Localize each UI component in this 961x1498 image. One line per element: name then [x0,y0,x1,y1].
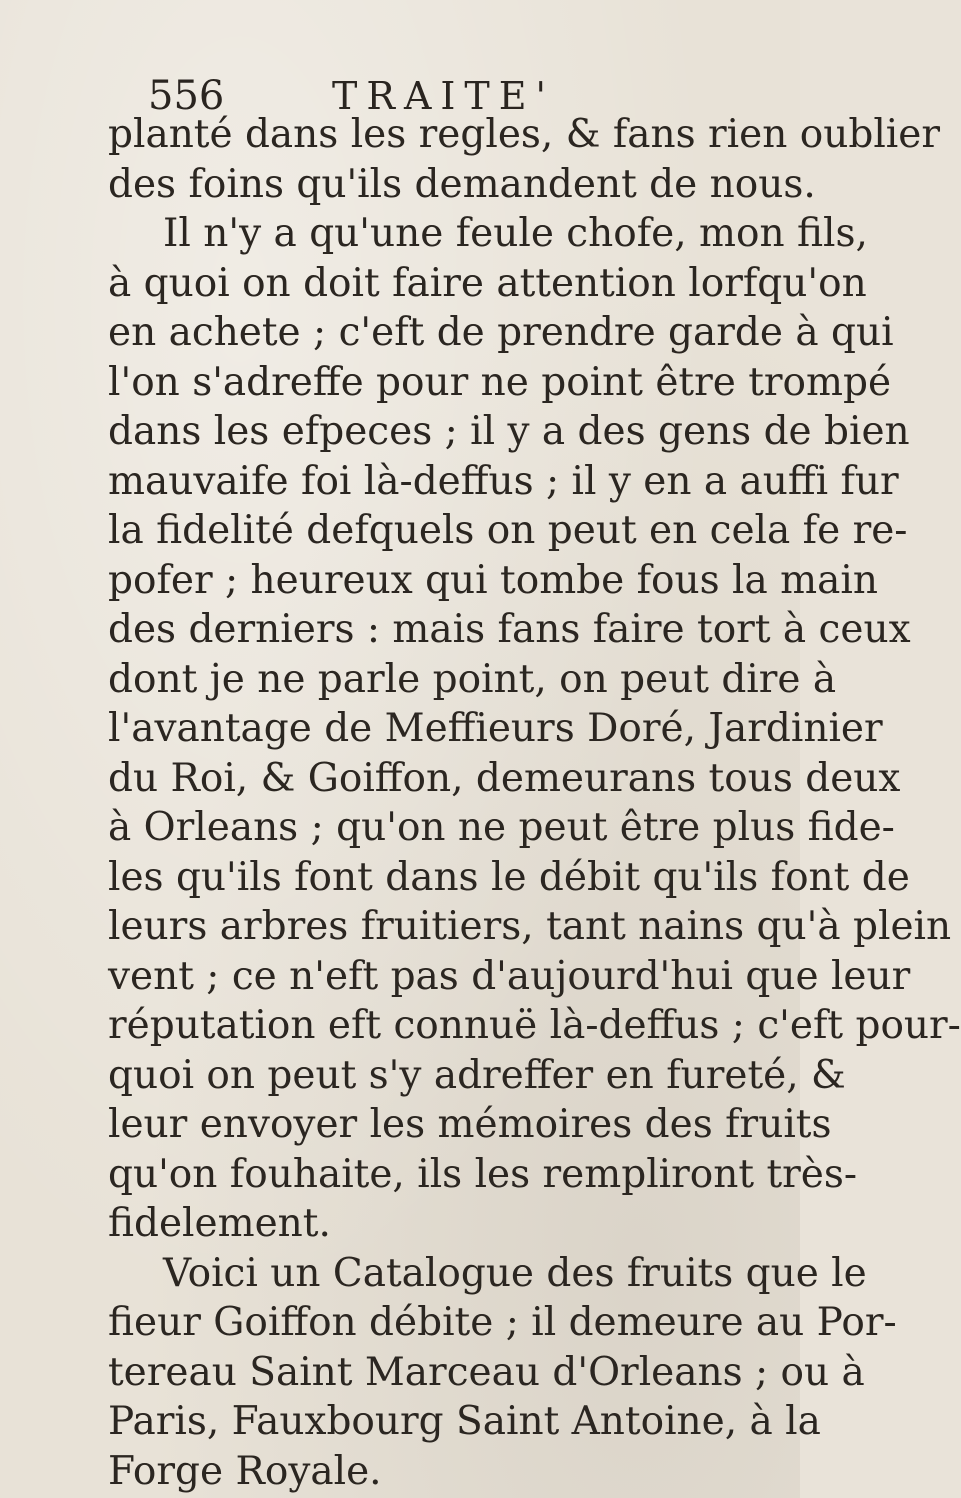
text-line: planté dans les regles, & fans rien oublier [108,112,940,157]
page-number: 556 [148,73,225,119]
running-head: TRAITE' [332,74,555,118]
paragraph-start-line: Il n'y a qu'une feule chofe, mon fils, [163,211,868,256]
text-line: Forge Royale. [108,1448,382,1494]
text-line: à quoi on doit faire attention lorfqu'on [108,260,867,306]
body-text [108,110,961,1496]
text-line: quoi on peut s'y adreffer en fureté, & [108,1052,846,1098]
text-line: dont je ne parle point, on peut dire à [108,656,837,702]
text-line: réputation eft connuë là-deffus ; c'eft pour- [108,1003,961,1048]
text-line: dans les efpeces ; il y a des gens de bien [108,409,910,454]
text-line: l'on s'adreffe pour ne point être trompé [108,359,892,405]
text-line: des foins qu'ils demandent de nous. [108,161,816,207]
text-line: vent ; ce n'eft pas d'aujourd'hui que leur [108,953,911,999]
text-line: qu'on fouhaite, ils les rempliront très- [108,1151,858,1197]
text-line: leurs arbres fruitiers, tant nains qu'à plein [108,904,952,949]
text-line: mauvaife foi là-deffus ; il y en a auffi fur [108,458,899,504]
text-line: l'avantage de Meffieurs Doré, Jardinier [108,706,883,751]
text-line: la fidelité defquels on peut en cela fe re- [108,508,908,553]
paragraph-start-line: Voici un Catalogue des fruits que le [163,1250,867,1296]
text-line: en achete ; c'eft de prendre garde à qui [108,310,894,355]
text-line: du Roi, & Goiffon, demeurans tous deux [108,755,901,801]
text-line: à Orleans ; qu'on ne peut être plus fide- [108,805,895,850]
text-line: fidelement. [108,1201,331,1246]
text-line: les qu'ils font dans le débit qu'ils font de [108,854,910,900]
text-line: pofer ; heureux qui tombe fous la main [108,557,879,603]
text-line: leur envoyer les mémoires des fruits [108,1102,832,1147]
text-line: Paris, Fauxbourg Saint Antoine, à la [108,1399,821,1444]
text-line: tereau Saint Marceau d'Orleans ; ou à [108,1349,865,1395]
text-line: des derniers : mais fans faire tort à ceux [108,607,911,652]
text-line: fieur Goiffon débite ; il demeure au Por- [108,1300,897,1345]
